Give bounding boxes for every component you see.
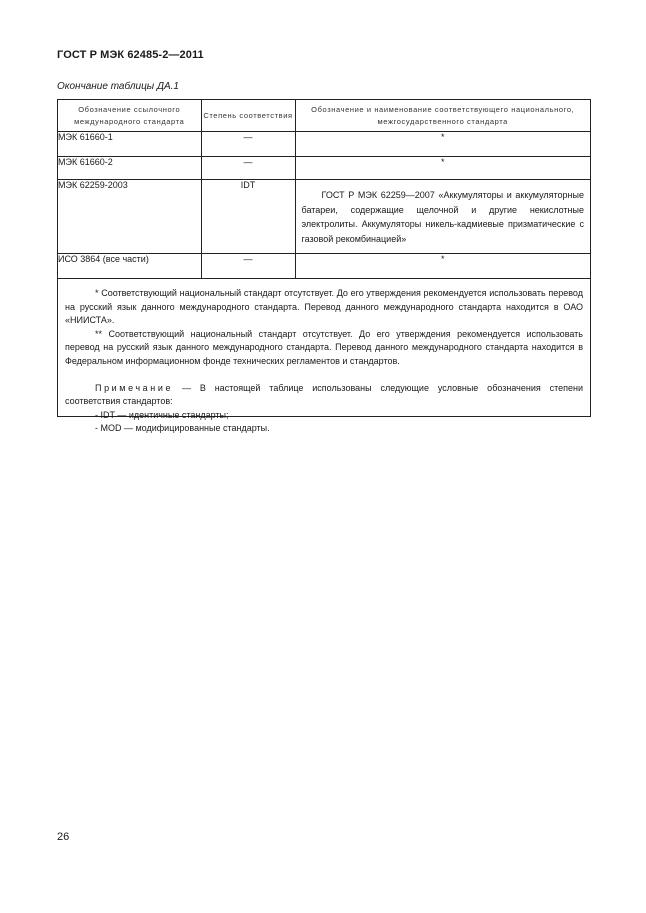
note-label: Примечание — [95, 382, 174, 393]
table-row — [58, 132, 590, 157]
cell-degree: — — [201, 254, 295, 279]
cell-degree: — — [201, 132, 295, 157]
footnote-double-star: ** Соответствующий национальный стандарт отсутствует. До его утверждения рекомендуется использовать перевод на русский язык данного международного стандарта. Перевод данного международного стандарта находится в Федеральном информационном фонде технических регламентов и стандартов. — [65, 328, 583, 366]
table-caption: Окончание таблицы ДА.1 — [57, 81, 179, 92]
table-row — [58, 180, 590, 254]
header-national-standard: Обозначение и наименование соответствующего национального, межгосударственного стандарта — [295, 100, 590, 132]
cell-reference: МЭК 62259-2003 — [58, 180, 201, 254]
note-item-idt: - IDT — идентичные стандарты; — [95, 409, 229, 420]
table-header-row — [58, 100, 590, 132]
cell-reference: МЭК 61660-1 — [58, 132, 201, 157]
table-row — [58, 254, 590, 279]
cell-degree: IDT — [201, 180, 295, 254]
document-code: ГОСТ Р МЭК 62485-2—2011 — [57, 49, 204, 61]
standards-table-frame — [57, 99, 591, 434]
header-reference-standard: Обозначение ссылочного международного стандарта — [58, 100, 201, 132]
footnote-single-star: * Соответствующий национальный стандарт отсутствует. До его утверждения рекомендуется использовать перевод на русский язык данного международного стандарта. Перевод данного международного стандарта находится в ОАО «НИИСТА». — [65, 288, 583, 326]
cell-national: ГОСТ Р МЭК 62259—2007 «Аккумуляторы и аккумуляторные батареи, содержащие щелочной и другие некислотные электролиты. Аккумуляторы никель-кадмиевые призматические с газовой рекомбинацией» — [295, 180, 590, 254]
standards-table — [58, 100, 590, 279]
header-degree-of-conformity: Степень соответствия — [201, 100, 295, 132]
cell-reference: МЭК 61660-2 — [58, 157, 201, 180]
note-paragraph — [65, 382, 583, 409]
table-row — [58, 157, 590, 180]
cell-degree: — — [201, 157, 295, 180]
cell-national: * — [295, 132, 590, 157]
cell-reference: ИСО 3864 (все части) — [58, 254, 201, 279]
page-number: 26 — [57, 831, 70, 843]
table-notes — [58, 279, 590, 436]
cell-national: * — [295, 157, 590, 180]
cell-national: * — [295, 254, 590, 279]
note-item-mod: - MOD — модифицированные стандарты. — [95, 423, 270, 434]
note-text: — В настоящей таблице использованы следующие условные обозначения степени соответствия стандартов: — [65, 382, 583, 407]
